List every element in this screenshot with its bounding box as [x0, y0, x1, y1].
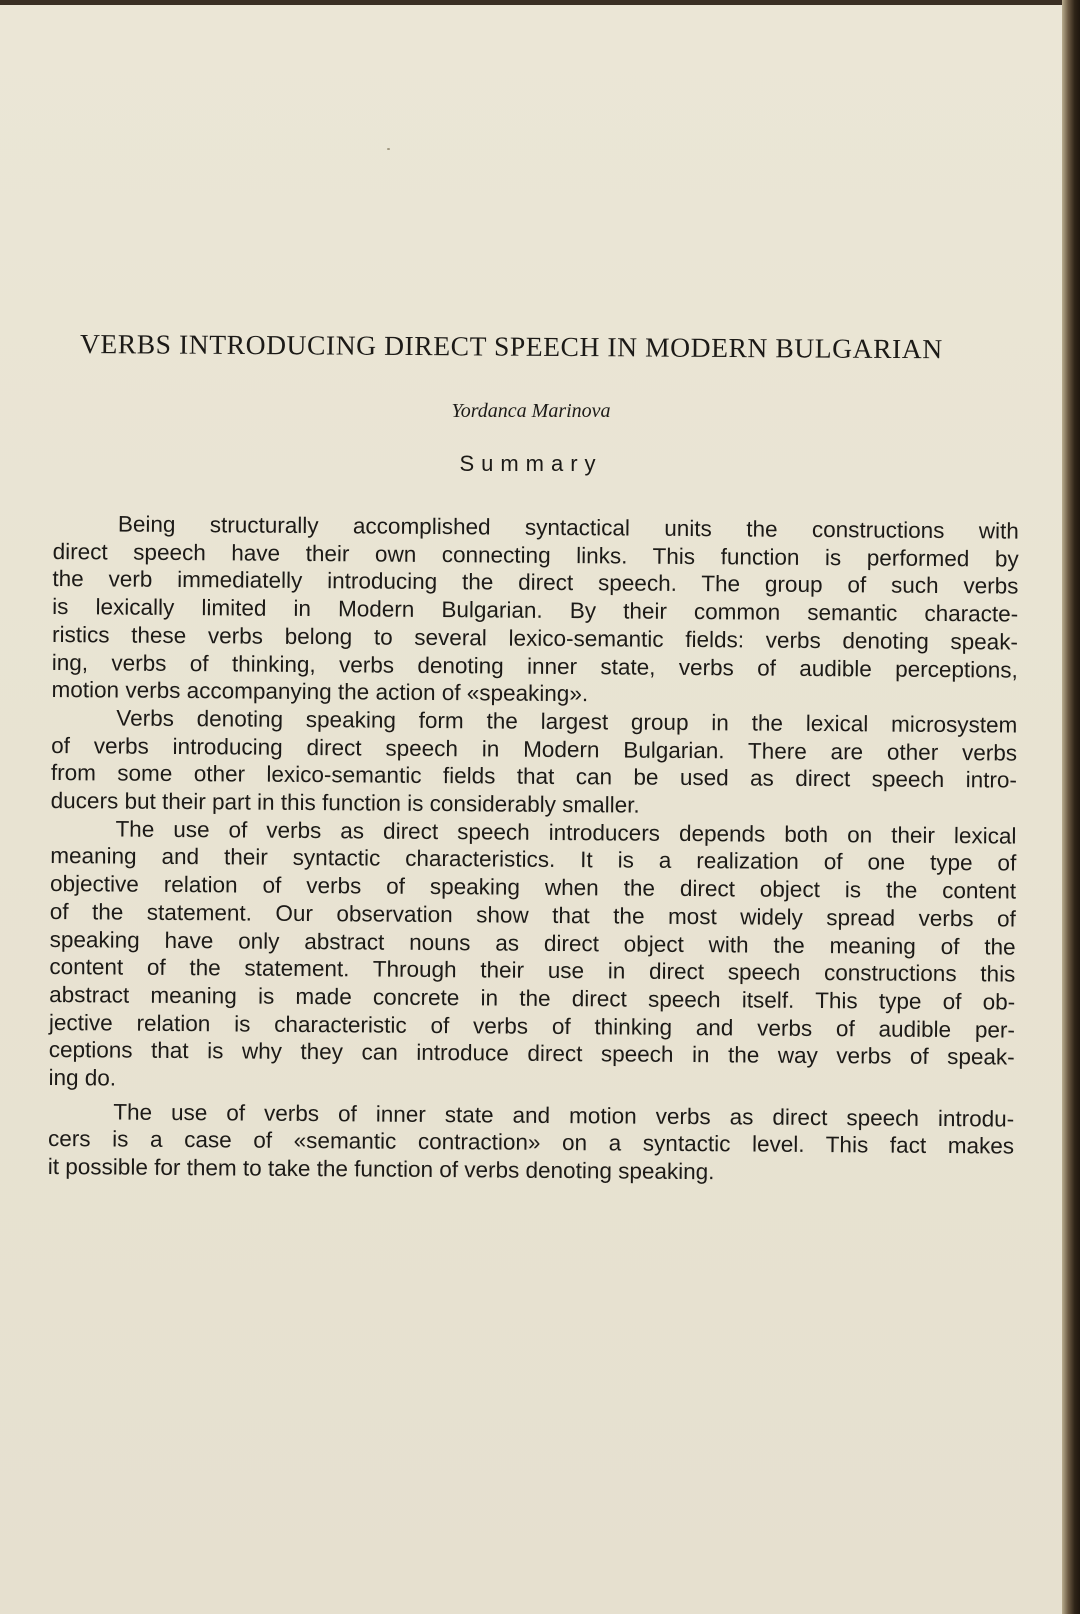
text-line: jective relation is characteristic of verbs of thinking and verbs of audible per-: [48, 1009, 1016, 1043]
text-line: of the statement. Our observation show that the most widely spread verbs of: [49, 898, 1016, 932]
text-line: Verbs denoting speaking form the largest group in the lexical microsystem: [116, 705, 1018, 738]
text-line: The use of verbs of inner state and motion verbs as direct speech introdu-: [113, 1099, 1015, 1132]
paragraph-4: [48, 1098, 1015, 1189]
paper-speck: [387, 148, 390, 150]
text-line: speaking have only abstract nouns as direct object with the meaning of the: [49, 926, 1016, 960]
author-name: Yordanca Marinova: [451, 400, 611, 422]
text-line: from some other lexico-semantic fields that can be used as direct speech intro-: [50, 760, 1018, 793]
paragraph-2: [51, 704, 1018, 822]
text-line: cers is a case of «semantic contraction» on a syntactic level. This fact makes: [47, 1126, 1015, 1160]
text-line: ing, verbs of thinking, verbs denoting inner state, verbs of audible perceptions,: [51, 649, 1018, 683]
text-line: content of the statement. Through their use in direct speech constructions this: [49, 954, 1016, 987]
text-line: ceptions that is why they can introduce direct speech in the way verbs of speak-: [48, 1037, 1015, 1070]
text-line: ristics these verbs belong to several lexico-semantic fields: verbs denoting speak-: [51, 621, 1019, 655]
summary-heading: Summary: [459, 451, 603, 476]
article-body: [48, 510, 1019, 1188]
paragraph-1: [51, 510, 1018, 712]
text-line: meaning and their syntactic characteristics. It is a realization of one type of: [50, 843, 1017, 877]
text-line: ing do.: [48, 1065, 117, 1091]
text-line: ducers but their part in this function is considerably smaller.: [50, 788, 640, 818]
paragraph-3: [48, 815, 1016, 1100]
text-line: direct speech have their own connecting links. This function is performed by: [52, 538, 1019, 572]
text-line: is lexically limited in Modern Bulgarian. By their common semantic characte-: [52, 594, 1019, 627]
top-edge: [0, 0, 1080, 5]
text-line: abstract meaning is made concrete in the direct speech itself. This type of ob-: [49, 981, 1016, 1015]
text-line: objective relation of verbs of speaking when the direct object is the content: [49, 871, 1017, 904]
text-line: the verb immediatelly introducing the direct speech. The group of such verbs: [52, 566, 1019, 599]
text-line: The use of verbs as direct speech introducers depends both on their lexical: [115, 816, 1017, 849]
article-title: VERBS INTRODUCING DIRECT SPEECH IN MODERN BULGARIAN: [79, 328, 943, 365]
text-line: it possible for them to take the function of verbs denoting speaking.: [47, 1154, 715, 1185]
book-spine-shadow: [1062, 0, 1080, 1614]
text-line: of verbs introducing direct speech in Modern Bulgarian. There are other verbs: [51, 732, 1018, 766]
text-line: Being structurally accomplished syntactical units the constructions with: [117, 511, 1019, 544]
text-line: motion verbs accompanying the action of «speaking».: [51, 677, 589, 707]
